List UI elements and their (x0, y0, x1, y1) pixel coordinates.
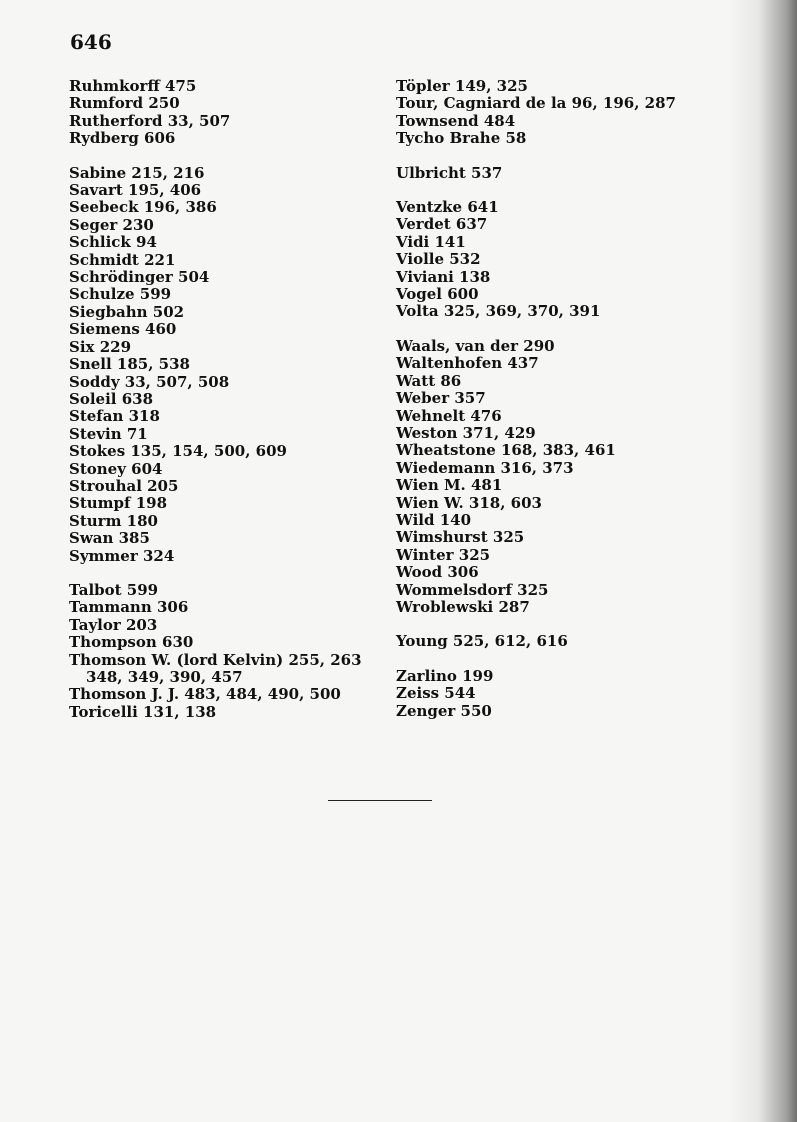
index-letter-group (396, 668, 726, 720)
index-entry: Schulze 599 (69, 285, 172, 304)
index-entry: Tycho Brahe 58 (396, 129, 527, 148)
index-entry: Talbot 599 (69, 580, 159, 599)
index-entry: Winter 325 (396, 545, 491, 564)
index-column-right (396, 78, 726, 737)
index-entry: Wiedemann 316, 373 (396, 458, 574, 477)
index-entry: Wild 140 (396, 510, 471, 529)
index-entry: Wien M. 481 (396, 476, 503, 495)
page-edge-shadow (727, 0, 797, 1122)
index-entry: Schmidt 221 (69, 250, 176, 269)
index-entry: Wien W. 318, 603 (396, 493, 542, 512)
index-entry: Violle 532 (396, 250, 481, 269)
index-entry: Strouhal 205 (69, 476, 179, 495)
index-entry: Wehnelt 476 (396, 406, 502, 425)
index-entry: Weston 371, 429 (396, 423, 536, 442)
index-entry: Wroblewski 287 (396, 597, 530, 616)
index-letter-group (396, 633, 726, 650)
index-entry: Stokes 135, 154, 500, 609 (69, 442, 287, 461)
index-entry: Thomson W. (lord Kelvin) 255, 263 348, 349, 390, 457 (69, 650, 362, 686)
index-entry: Tammann 306 (69, 598, 189, 617)
end-rule (328, 800, 432, 801)
index-letter-group (396, 78, 726, 148)
index-entry: Rydberg 606 (69, 129, 176, 148)
index-entry: Wommelsdorf 325 (396, 580, 549, 599)
index-letter-group (396, 338, 726, 617)
index-entry: Töpler 149, 325 (396, 77, 528, 95)
index-entry: Thomson J. J. 483, 484, 490, 500 (69, 685, 341, 704)
index-entry: Wheatstone 168, 383, 461 (396, 441, 616, 460)
index-entry: Zeiss 544 (396, 684, 476, 703)
index-entry: Ventzke 641 (396, 198, 499, 217)
index-entry: Sturm 180 (69, 511, 158, 530)
index-entry: Six 229 (69, 337, 132, 356)
index-entry: Swan 385 (69, 529, 150, 548)
index-letter-group (396, 199, 726, 321)
index-entry: Schlick 94 (69, 233, 157, 252)
index-entry: Sabine 215, 216 (69, 163, 205, 182)
index-entry: Soleil 638 (69, 389, 154, 408)
index-entry: Soddy 33, 507, 508 (69, 372, 230, 391)
index-entry: Symmer 324 (69, 546, 175, 565)
index-entry: Seger 230 (69, 215, 154, 234)
index-entry: Stevin 71 (69, 424, 148, 443)
index-letter-group (69, 165, 379, 565)
index-entry: Snell 185, 538 (69, 355, 190, 374)
index-entry: Siemens 460 (69, 320, 177, 339)
index-entry: Verdet 637 (396, 215, 488, 234)
index-entry: Rumford 250 (69, 94, 180, 113)
index-entry: Waltenhofen 437 (396, 354, 539, 373)
index-column-left (69, 78, 379, 738)
index-entry: Townsend 484 (396, 111, 516, 130)
index-entry: Taylor 203 (69, 615, 158, 634)
index-entry: Ruhmkorff 475 (69, 77, 197, 95)
page-number: 646 (70, 30, 112, 54)
index-letter-group (69, 582, 379, 721)
index-entry: Waals, van der 290 (396, 336, 555, 355)
index-entry: Vidi 141 (396, 232, 466, 251)
index-entry: Ulbricht 537 (396, 163, 503, 182)
index-entry: Young 525, 612, 616 (396, 632, 568, 651)
index-letter-group (69, 78, 379, 148)
index-entry: Vogel 600 (396, 285, 479, 304)
index-entry: Viviani 138 (396, 267, 491, 286)
index-entry: Toricelli 131, 138 (69, 702, 217, 721)
index-entry: Weber 357 (396, 389, 486, 408)
index-entry: Savart 195, 406 (69, 181, 202, 200)
index-entry: Rutherford 33, 507 (69, 111, 231, 130)
index-entry: Stumpf 198 (69, 494, 168, 513)
index-entry: Wimshurst 325 (396, 528, 525, 547)
index-entry: Volta 325, 369, 370, 391 (396, 302, 601, 321)
index-entry: Stefan 318 (69, 407, 160, 426)
index-entry: Tour, Cagniard de la 96, 196, 287 (396, 94, 676, 113)
index-entry: Schrödinger 504 (69, 268, 210, 287)
index-entry: Seebeck 196, 386 (69, 198, 217, 217)
index-entry: Wood 306 (396, 563, 479, 582)
index-entry: Watt 86 (396, 371, 462, 390)
index-entry: Thompson 630 (69, 633, 194, 652)
index-entry: Siegbahn 502 (69, 302, 185, 321)
index-letter-group (396, 165, 726, 182)
index-entry: Stoney 604 (69, 459, 163, 478)
index-entry: Zenger 550 (396, 701, 492, 720)
index-entry: Zarlino 199 (396, 666, 494, 685)
